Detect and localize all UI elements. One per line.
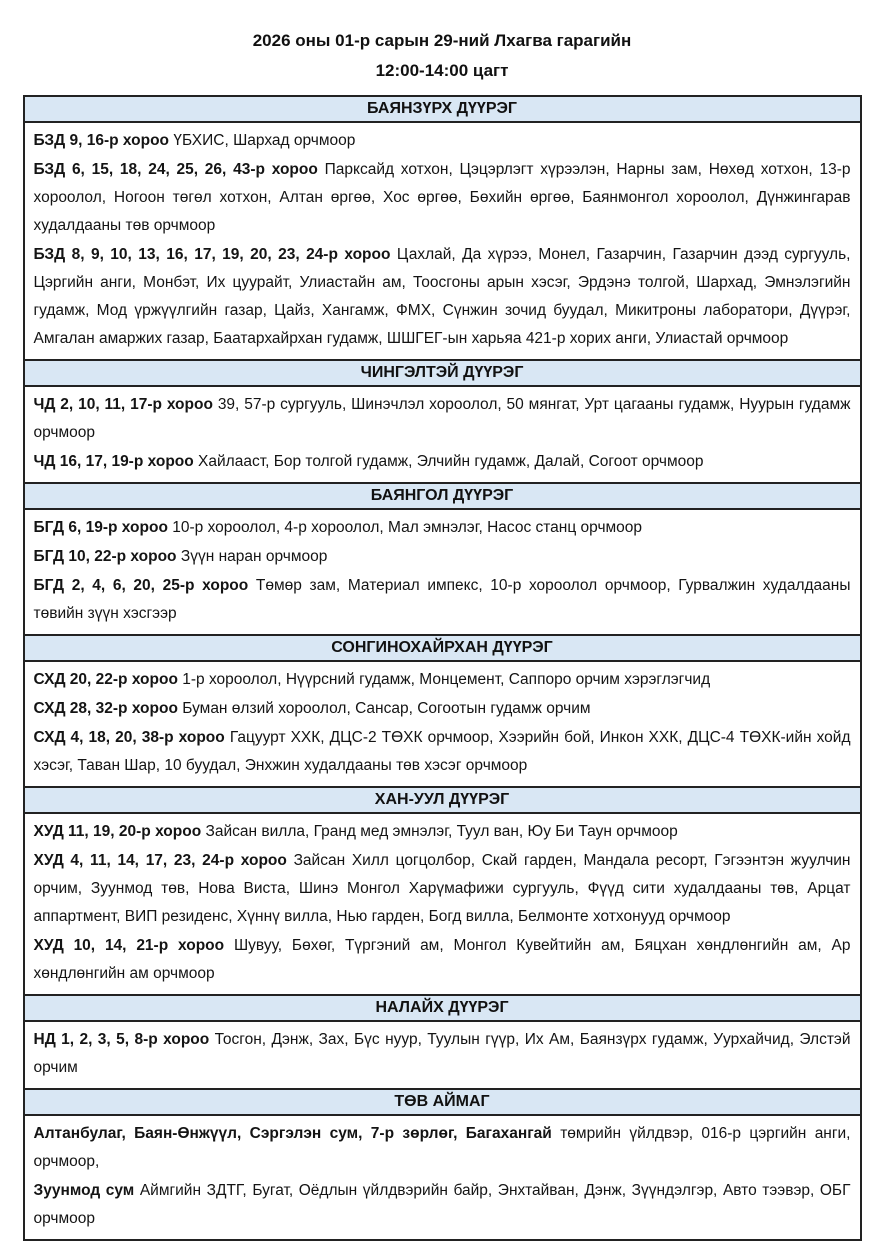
- khoroo-prefix: БЗД 9, 16-р хороо: [33, 132, 170, 149]
- outage-row: [34, 666, 851, 694]
- khoroo-prefix: ЧД 2, 10, 11, 17-р хороо: [33, 396, 213, 413]
- khoroo-prefix: СХД 20, 22-р хороо: [33, 671, 178, 688]
- outage-row: [34, 391, 851, 447]
- area-list: 39, 57-р сургууль, Шинэчлэл хороолол, 50 мянгат, Урт цагааны гудамж, Нуурын гудамж орчмоор: [33, 396, 851, 441]
- district-section: [25, 359, 860, 482]
- district-body: [25, 662, 860, 786]
- area-list: төмрийн үйлдвэр, 016-р цэргийн анги, орчмоор,: [33, 1125, 851, 1170]
- area-list: Парксайд хотхон, Цэцэрлэгт хүрээлэн, Нарны зам, Нөхөд хотхон, 13-р хороолол, Ногоон төгөл хотхон, Алтан өргөө, Хос өргөө, Бөхийн өргөө, Баянмонгол хороолол, Дүнжингарав худалдааны төв орчмоор: [33, 161, 851, 234]
- outage-row: [34, 932, 851, 988]
- district-section: [25, 786, 860, 994]
- khoroo-prefix: ХУД 4, 11, 14, 17, 23, 24-р хороо: [33, 852, 287, 869]
- khoroo-prefix: НД 1, 2, 3, 5, 8-р хороо: [33, 1031, 210, 1048]
- district-header: ХАН-УУЛ ДҮҮРЭГ: [25, 786, 860, 814]
- area-list: Зайсан Хилл цогцолбор, Скай гарден, Мандала ресорт, Гэгээнтэн жуулчин орчим, Зуунмод төв, Нова Виста, Шинэ Монгол Харүмафижи сургууль, Фүүд сити худалдааны төв, Арцат аппартмент, ВИП резиденс, Хүннү вилла, Нью гарден, Богд вилла, Белмонте хотхонууд орчмоор: [33, 852, 851, 925]
- district-body: [25, 814, 860, 994]
- khoroo-prefix: ХУД 11, 19, 20-р хороо: [33, 823, 202, 840]
- khoroo-prefix: БЗД 6, 15, 18, 24, 25, 26, 43-р хороо: [33, 161, 318, 178]
- area-list: Шувуу, Бөхөг, Түргэний ам, Монгол Кувейтийн ам, Бяцхан хөндлөнгийн ам, Ар хөндлөнгийн ам орчмоор: [33, 937, 851, 982]
- khoroo-prefix: ХУД 10, 14, 21-р хороо: [33, 937, 225, 954]
- area-list: Төмөр зам, Материал импекс, 10-р хороолол орчмоор, Гурвалжин худалдааны төвийн зүүн хэсгээр: [33, 577, 851, 622]
- area-list: 1-р хороолол, Нүүрсний гудамж, Монцемент, Саппоро орчим хэрэглэгчид: [182, 671, 711, 688]
- title-date-line: 2026 оны 01-р сарын 29-ний Лхагва гарагийн: [252, 31, 632, 50]
- area-list: Хайлааст, Бор толгой гудамж, Элчийн гудамж, Далай, Согоот орчмоор: [198, 453, 704, 470]
- khoroo-prefix: БГД 6, 19-р хороо: [33, 519, 168, 536]
- district-header: БАЯНГОЛ ДҮҮРЭГ: [25, 482, 860, 510]
- outage-row: [34, 695, 851, 723]
- khoroo-prefix: Алтанбулаг, Баян-Өнжүүл, Сэргэлэн сум, 7-р зөрлөг, Багахангай: [33, 1125, 552, 1142]
- area-list: Зайсан вилла, Гранд мед эмнэлэг, Туул ван, Юу Би Таун орчмоор: [205, 823, 678, 840]
- district-header: НАЛАЙХ ДҮҮРЭГ: [25, 994, 860, 1022]
- khoroo-prefix: СХД 28, 32-р хороо: [33, 700, 178, 717]
- district-body: [25, 1022, 860, 1088]
- district-header: ТӨВ АЙМАГ: [25, 1088, 860, 1116]
- district-header: ЧИНГЭЛТЭЙ ДҮҮРЭГ: [25, 359, 860, 387]
- outage-row: [34, 1177, 851, 1233]
- outage-row: [34, 241, 851, 353]
- khoroo-prefix: БГД 10, 22-р хороо: [33, 548, 177, 565]
- district-section: [25, 482, 860, 634]
- outage-row: [34, 448, 851, 476]
- title-time-line: 12:00-14:00 цагт: [375, 61, 509, 80]
- area-list: ҮБХИС, Шархад орчмоор: [173, 132, 356, 149]
- khoroo-prefix: БЗД 8, 9, 10, 13, 16, 17, 19, 20, 23, 24-р хороо: [33, 246, 391, 263]
- district-section: [25, 95, 860, 359]
- district-body: [25, 1116, 860, 1239]
- area-list: Тосгон, Дэнж, Зах, Бүс нуур, Туулын гүүр, Их Ам, Баянзүрх гудамж, Уурхайчид, Элстэй орчим: [33, 1031, 851, 1076]
- khoroo-prefix: ЧД 16, 17, 19-р хороо: [33, 453, 194, 470]
- khoroo-prefix: БГД 2, 4, 6, 20, 25-р хороо: [33, 577, 249, 594]
- district-body: [25, 123, 860, 359]
- outage-schedule-table: [23, 95, 862, 1241]
- district-header: СОНГИНОХАЙРХАН ДҮҮРЭГ: [25, 634, 860, 662]
- outage-row: [34, 847, 851, 931]
- area-list: Цахлай, Да хүрээ, Монел, Газарчин, Газарчин дээд сургууль, Цэргийн анги, Монбэт, Их цуурайт, Улиастайн ам, Тоосгоны арын хэсэг, Эрдэнэ толгой, Шархад, Эмнэлэгийн гудамж, Мод үржүүлгийн газар, Цайз, Хангамж, ФМХ, Сүнжин зочид буудал, Микитроны лаборатори, Дүүрэг, Амгалан амаржих газар, Баатархайрхан гудамж, ШШГЕГ-ын харьяа 421-р хорих анги, Улиастай орчмоор: [33, 246, 851, 347]
- outage-row: [34, 572, 851, 628]
- district-body: [25, 510, 860, 634]
- khoroo-prefix: СХД 4, 18, 20, 38-р хороо: [33, 729, 225, 746]
- area-list: Зүүн наран орчмоор: [180, 548, 328, 565]
- area-list: 10-р хороолол, 4-р хороолол, Мал эмнэлэг, Насос станц орчмоор: [172, 519, 643, 536]
- district-section: [25, 994, 860, 1088]
- outage-row: [34, 724, 851, 780]
- district-section: [25, 1088, 860, 1239]
- outage-notice-page: [0, 26, 884, 1241]
- outage-row: [34, 1120, 851, 1176]
- outage-row: [34, 543, 851, 571]
- document-title: [0, 26, 884, 86]
- district-body: [25, 387, 860, 482]
- area-list: Гацуурт ХХК, ДЦС-2 ТӨХК орчмоор, Хээрийн бой, Инкон ХХК, ДЦС-4 ТӨХК-ийн хойд хэсэг, Таван Шар, 10 буудал, Энхжин худалдааны төв хэсэг орчмоор: [33, 729, 851, 774]
- district-section: [25, 634, 860, 786]
- area-list: Аймгийн ЗДТГ, Бугат, Оёдлын үйлдвэрийн байр, Энхтайван, Дэнж, Зүүндэлгэр, Авто тээвэр, ОБГ орчмоор: [33, 1182, 851, 1227]
- outage-row: [34, 156, 851, 240]
- district-header: БАЯНЗҮРХ ДҮҮРЭГ: [25, 95, 860, 123]
- area-list: Буман өлзий хороолол, Сансар, Согоотын гудамж орчим: [182, 700, 591, 717]
- outage-row: [34, 1026, 851, 1082]
- outage-row: [34, 818, 851, 846]
- outage-row: [34, 127, 851, 155]
- outage-row: [34, 514, 851, 542]
- khoroo-prefix: Зуунмод сум: [33, 1182, 135, 1199]
